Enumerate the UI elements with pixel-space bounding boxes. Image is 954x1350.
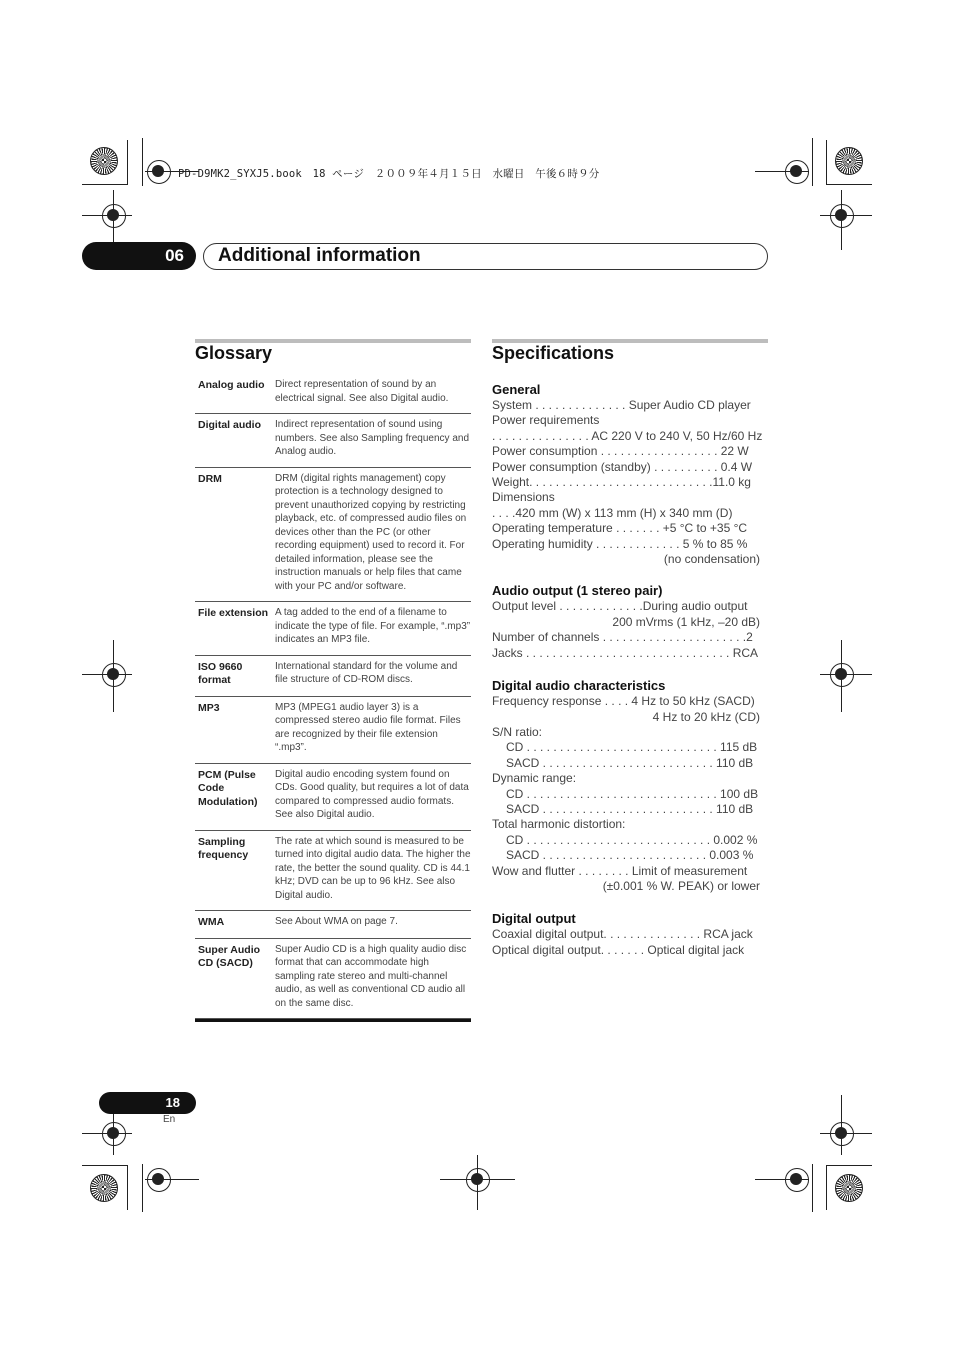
spec-line: Wow and flutter . . . . . . . . Limit of measurement (492, 863, 748, 878)
glossary-definition: International standard for the volume and file structure of CD-ROM discs. (275, 660, 458, 685)
spec-line: Dimensions (492, 490, 555, 505)
glossary-definition: See About WMA on page 7. (275, 916, 398, 927)
spec-section (492, 678, 762, 894)
crosshair-registration-icon (785, 160, 807, 182)
spec-line: Power consumption (standby) . . . . . . . . . . 0.4 W (492, 459, 753, 474)
glossary-term: Digital audio (198, 419, 261, 431)
spec-line: 200 mVrms (1 kHz, –20 dB) (612, 614, 760, 629)
spec-line: Total harmonic distortion: (492, 817, 626, 832)
spec-line: Power consumption . . . . . . . . . . . . . . . . . . 22 W (492, 444, 749, 459)
spec-line: Frequency response . . . . 4 Hz to 50 kHz (SACD) (492, 694, 755, 709)
glossary-term: ISO 9660 format (198, 660, 243, 686)
print-file-info: PD-D9MK2_SYXJ5.book 18 ページ ２００９年４月１５日 水曜日 午後６時９分 (178, 168, 600, 180)
spec-section-heading: General (492, 382, 541, 397)
spec-line: Operating humidity . . . . . . . . . . . . . 5 % to 85 % (492, 536, 748, 551)
page-language: En (163, 1114, 176, 1125)
glossary-entry (195, 764, 471, 831)
specifications-list (492, 382, 762, 958)
glossary-definition: Digital audio encoding system found on CDs. Good quality, but requires a lot of data compared to compressed audio formats. See also Digital audio. (275, 768, 469, 820)
spec-line: Number of channels . . . . . . . . . . . . . . . . . . . . . .2 (492, 630, 753, 645)
spec-line: (no condensation) (663, 552, 760, 567)
glossary-definition: DRM (digital rights management) copy protection is a technology designed to prevent unauthorized copying by restricting playback, etc. of compressed audio files on devices other than the PC (or other recording equipment) used to record it. For detailed information, please see the instruction manuals or help files that came with your PC and/or software. (275, 472, 467, 592)
glossary-entry (195, 911, 471, 939)
glossary-term: Sampling frequency (198, 835, 249, 861)
spec-line: System . . . . . . . . . . . . . . Super Audio CD player (492, 398, 751, 412)
glossary-term: DRM (198, 472, 222, 485)
spec-line: . . . . . . . . . . . . . . . AC 220 V to 240 V, 50 Hz/60 Hz (492, 428, 763, 443)
spec-line: Jacks . . . . . . . . . . . . . . . . . . . . . . . . . . . . . . . RCA (492, 645, 759, 660)
glossary-entry (195, 939, 471, 1020)
glossary-entry (195, 468, 471, 603)
glossary-term: Super Audio CD (SACD) (198, 943, 261, 969)
spec-line: Coaxial digital output. . . . . . . . . . . . . . . RCA jack (492, 927, 753, 942)
chapter-title: Additional information (218, 245, 421, 266)
spec-line: . . . .420 mm (W) x 113 mm (H) x 340 mm (D) (492, 505, 733, 520)
spec-section (492, 382, 762, 567)
spec-line: SACD . . . . . . . . . . . . . . . . . . . . . . . . . . 110 dB (506, 755, 754, 770)
glossary-term: Analog audio (198, 379, 265, 391)
glossary-definition: A tag added to the end of a filename to indicate the type of file. For example, “.mp3” indicates an MP3 file. (275, 607, 471, 645)
glossary-entry (195, 602, 471, 656)
glossary-entry (195, 697, 471, 764)
glossary-definition: MP3 (MPEG1 audio layer 3) is a compressed stereo audio file format. Files are recognized by their file extension “.mp3”. (275, 701, 461, 753)
glossary-definition: The rate at which sound is measured to be turned into digital audio data. The higher the rate, the better the sound quality. CD is 44.1 kHz; DVD can be up to 96 kHz. See also Digital audio. (275, 835, 471, 901)
spec-line: Operating temperature . . . . . . . +5 °C to +35 °C (492, 521, 748, 536)
spec-line: S/N ratio: (492, 724, 543, 739)
spec-section (492, 583, 762, 661)
glossary-entry (195, 414, 471, 468)
crosshair-registration-icon (147, 1168, 169, 1190)
spec-line: SACD . . . . . . . . . . . . . . . . . . . . . . . . . . 110 dB (506, 801, 754, 816)
glossary-table (195, 374, 471, 1022)
crosshair-registration-icon (147, 160, 169, 182)
glossary-title: Glossary (195, 343, 273, 363)
spec-line: SACD . . . . . . . . . . . . . . . . . . . . . . . . . 0.003 % (506, 848, 754, 863)
spec-line: CD . . . . . . . . . . . . . . . . . . . . . . . . . . . . 0.002 % (506, 832, 758, 847)
spec-section-heading: Digital output (492, 911, 576, 927)
chapter-number-badge: 06 (82, 242, 196, 270)
crosshair-registration-icon (785, 1168, 807, 1190)
spec-line: Optical digital output. . . . . . . Optical digital jack (492, 942, 745, 957)
spec-line: Output level . . . . . . . . . . . . .During audio output (492, 599, 748, 614)
page-number: 18 (99, 1092, 196, 1114)
spec-line: Weight. . . . . . . . . . . . . . . . . . . . . . . . . . . .11.0 kg (492, 475, 751, 490)
glossary-entry (195, 656, 471, 697)
spec-line: CD . . . . . . . . . . . . . . . . . . . . . . . . . . . . . 115 dB (506, 740, 758, 755)
spec-line: 4 Hz to 20 kHz (CD) (652, 709, 760, 724)
crop-box-mark (82, 140, 128, 185)
spec-line: Dynamic range: (492, 771, 577, 786)
specifications-title: Specifications (492, 343, 615, 363)
spec-section-heading: Audio output (1 stereo pair) (492, 583, 663, 599)
glossary-term: MP3 (198, 701, 220, 714)
spec-line: CD . . . . . . . . . . . . . . . . . . . . . . . . . . . . . 100 dB (506, 786, 759, 801)
spec-line: (±0.001 % W. PEAK) or lower (602, 878, 760, 893)
spec-line: Power requirements (492, 413, 600, 428)
spec-section (492, 911, 762, 958)
glossary-definition: Super Audio CD is a high quality audio disc format that can accommodate high sampling rate stereo and multi-channel audio, as well as conventional CD audio all on the same disc. (275, 943, 467, 1009)
glossary-definition: Indirect representation of sound using numbers. See also Sampling frequency and Analog audio. (275, 419, 470, 457)
glossary-entry (195, 374, 471, 414)
glossary-term: File extension (198, 607, 269, 619)
spec-section-heading: Digital audio characteristics (492, 678, 666, 694)
glossary-term: PCM (Pulse Code Modulation) (198, 768, 258, 808)
glossary-term: WMA (198, 916, 225, 928)
glossary-definition: Direct representation of sound by an electrical signal. See also Digital audio. (275, 379, 449, 404)
glossary-entry (195, 831, 471, 912)
